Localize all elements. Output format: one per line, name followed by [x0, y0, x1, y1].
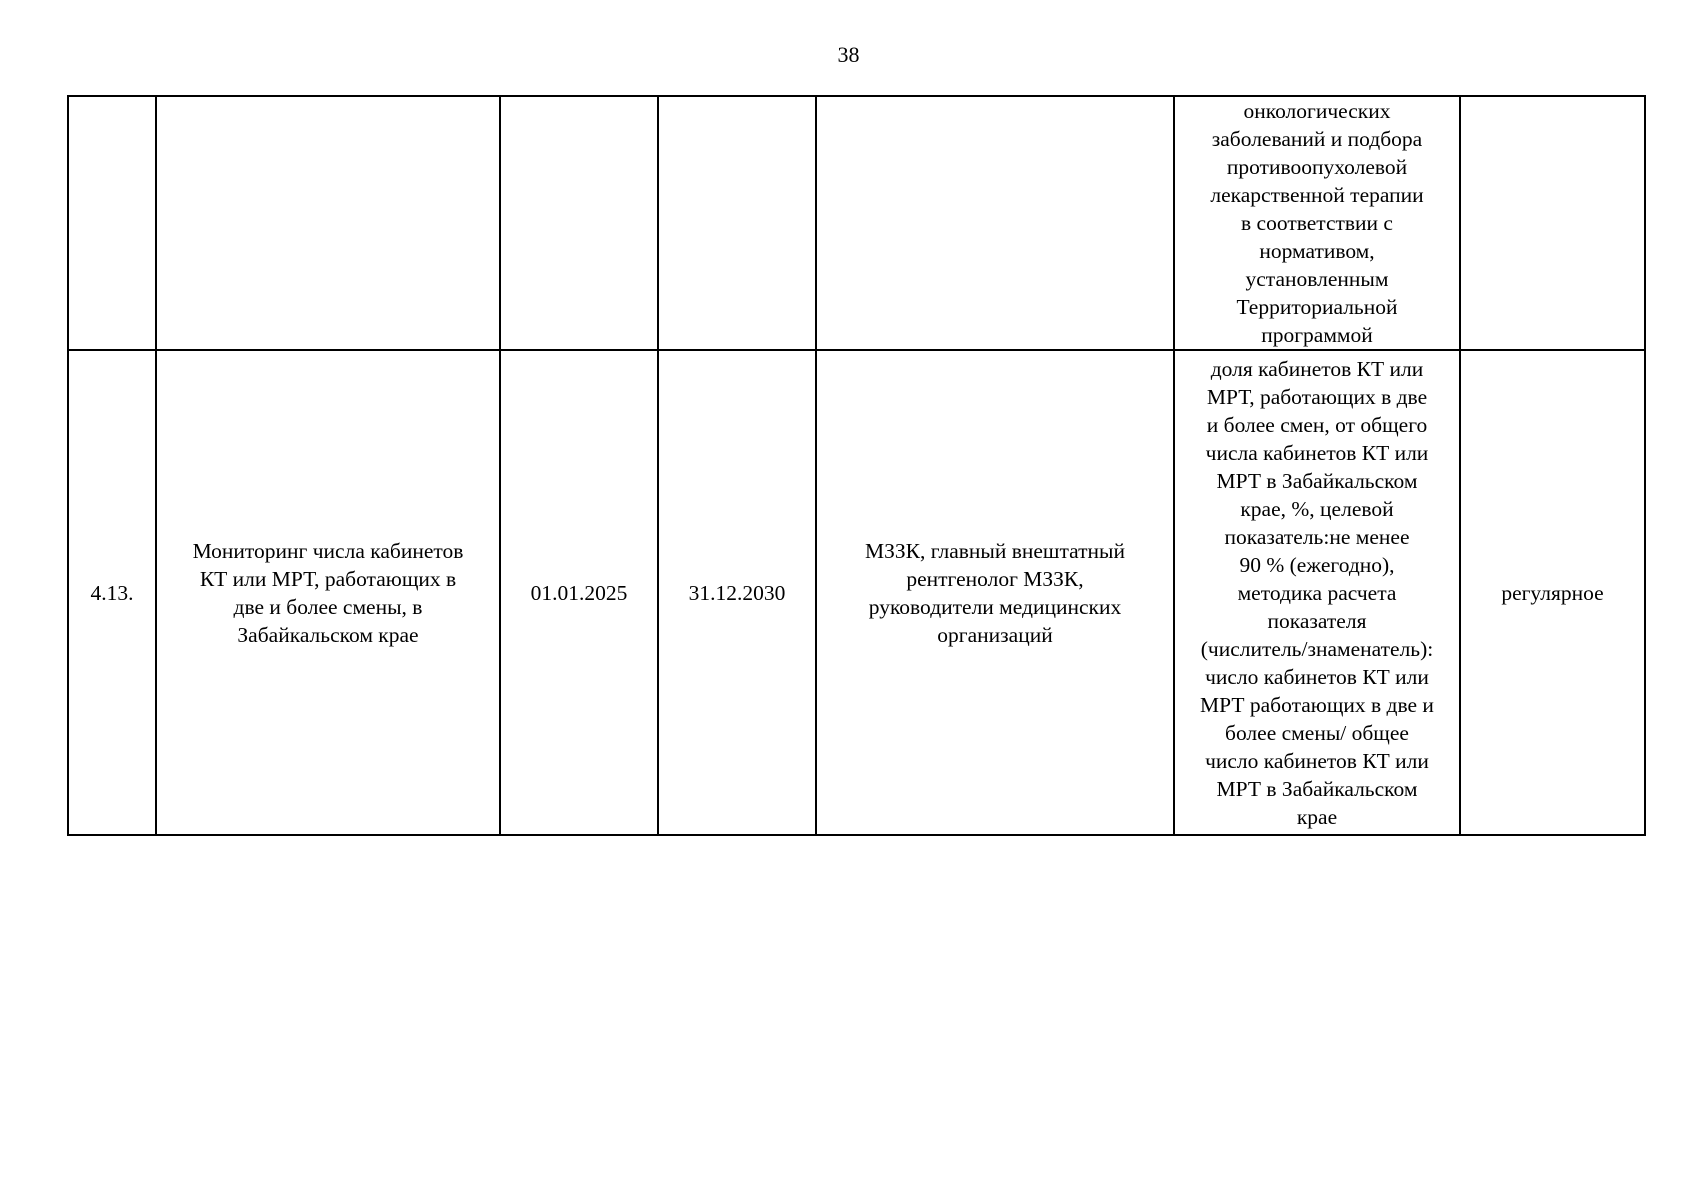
cell-number: 4.13.: [68, 350, 156, 835]
page-number: 38: [837, 42, 860, 67]
cell-number: [68, 96, 156, 350]
cell-responsible: [816, 96, 1174, 350]
indicator-line: 90 % (ежегодно),: [1239, 552, 1395, 577]
event-line: две и более смены, в: [233, 594, 423, 619]
table-row: [68, 96, 1645, 350]
indicator-line: Территориальной: [1236, 295, 1398, 319]
indicator-line: в соответствии с: [1241, 211, 1393, 235]
indicator-line: МРТ, работающих в две: [1206, 384, 1428, 409]
table-row: [68, 350, 1645, 835]
cell-end-date: 31.12.2030: [658, 350, 816, 835]
indicator-line: число кабинетов КТ или: [1205, 748, 1429, 773]
indicator-line: (числитель/знаменатель):: [1200, 636, 1434, 661]
measures-table: [67, 95, 1646, 836]
indicator-line: лекарственной терапии: [1210, 183, 1424, 207]
cell-indicator: [1174, 96, 1460, 350]
indicator-line: число кабинетов КТ или: [1205, 664, 1429, 689]
responsible-line: МЗЗК, главный внештатный: [865, 538, 1125, 563]
indicator-line: крае: [1296, 804, 1338, 829]
indicator-line: доля кабинетов КТ или: [1210, 356, 1424, 381]
event-line: Мониторинг числа кабинетов: [192, 538, 464, 563]
indicator-line: онкологических: [1243, 99, 1391, 123]
event-line: КТ или МРТ, работающих в: [199, 566, 457, 591]
indicator-line: программой: [1261, 323, 1373, 347]
cell-event: [156, 96, 500, 350]
cell-start-date: 01.01.2025: [500, 350, 658, 835]
indicator-line: числа кабинетов КТ или: [1205, 440, 1429, 465]
indicator-line: МРТ работающих в две и: [1200, 692, 1434, 717]
indicator-line: более смены/ общее: [1225, 720, 1409, 745]
indicator-line: МРТ в Забайкальском: [1216, 776, 1418, 801]
cell-start-date: [500, 96, 658, 350]
event-line: Забайкальском крае: [237, 622, 419, 647]
cell-indicator: [1174, 350, 1460, 835]
indicator-line: нормативом,: [1259, 239, 1375, 263]
cell-frequency: [1460, 96, 1645, 350]
cell-frequency: регулярное: [1460, 350, 1645, 835]
indicator-line: заболеваний и подбора: [1211, 127, 1423, 151]
indicator-line: методика расчета: [1237, 580, 1397, 605]
indicator-line: и более смен, от общего: [1206, 412, 1428, 437]
responsible-line: руководители медицинских: [868, 594, 1122, 619]
cell-event: [156, 350, 500, 835]
cell-responsible: [816, 350, 1174, 835]
indicator-line: установленным: [1245, 267, 1389, 291]
indicator-line: МРТ в Забайкальском: [1216, 468, 1418, 493]
responsible-line: организаций: [937, 622, 1053, 647]
responsible-line: рентгенолог МЗЗК,: [906, 566, 1084, 591]
indicator-line: показатель:не менее: [1224, 524, 1410, 549]
indicator-line: показателя: [1267, 608, 1367, 633]
indicator-line: крае, %, целевой: [1240, 496, 1394, 521]
cell-end-date: [658, 96, 816, 350]
indicator-line: противоопухолевой: [1226, 155, 1408, 179]
